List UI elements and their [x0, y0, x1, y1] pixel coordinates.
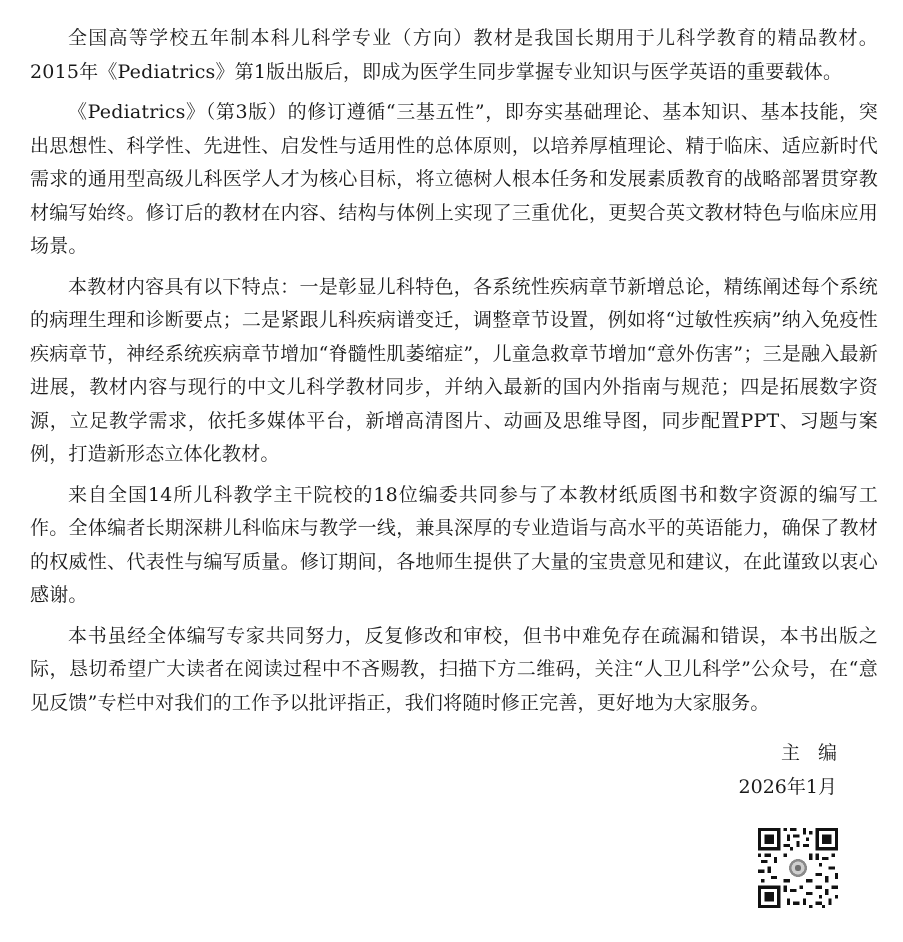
preface-paragraph-2: 《Pediatrics》（第3版）的修订遵循“三基五性”，即夯实基础理论、基本知识、基本技能，突出思想性、科学性、先进性、启发性与适用性的总体原则，以培养厚植理论、精于临床、适应新时代需求的通用型高级儿科医学人才为核心目标，将立德树人根本任务和发展素质教育的战略部署贯穿教材编写始终。修订后的教材在内容、结构与体例上实现了三重优化，更契合英文教材特色与临床应用场景。 — [30, 101, 878, 257]
preface-paragraph-4: 来自全国14所儿科教学主干院校的18位编委共同参与了本教材纸质图书和数字资源的编写工作。全体编者长期深耕儿科临床与教学一线，兼具深厚的专业造诣与高水平的英语能力，确保了教材的权威性、代表性与编写质量。修订期间，各地师生提供了大量的宝贵意见和建议，在此谨致以衷心感谢。 — [30, 483, 878, 606]
preface-paragraph-3: 本教材内容具有以下特点：一是彰显儿科特色，各系统性疾病章节新增总论，精练阐述每个系统的病理生理和诊断要点；二是紧跟儿科疾病谱变迁，调整章节设置，例如将“过敏性疾病”纳入免疫性疾病章节，神经系统疾病章节增加“脊髓性肌萎缩症”，儿童急救章节增加“意外伤害”；三是融入最新进展，教材内容与现行的中文儿科学教材同步，并纳入最新的国内外指南与规范；四是拓展数字资源，立足教学需求，依托多媒体平台，新增高清图片、动画及思维导图，同步配置PPT、习题与案例，打造新形态立体化教材。 — [30, 275, 878, 465]
preface-paragraph-1: 全国高等学校五年制本科儿科学专业（方向）教材是我国长期用于儿科学教育的精品教材。2015年《Pediatrics》第1版出版后，即成为医学生同步掌握专业知识与医学英语的重要载体。 — [30, 27, 878, 83]
qr-code-icon[interactable] — [758, 828, 838, 908]
signature-role: 主编 — [780, 742, 855, 764]
signature-date: 2026年1月 — [738, 776, 837, 798]
preface-paragraph-5: 本书虽经全体编写专家共同努力，反复修改和审校，但书中难免存在疏漏和错误，本书出版之际，恳切希望广大读者在阅读过程中不吝赐教，扫描下方二维码，关注“人卫儿科学”公众号，在“意见反馈”专栏中对我们的工作予以批评指正，我们将随时修正完善，更好地为大家服务。 — [30, 624, 878, 714]
preface-body — [30, 22, 878, 727]
